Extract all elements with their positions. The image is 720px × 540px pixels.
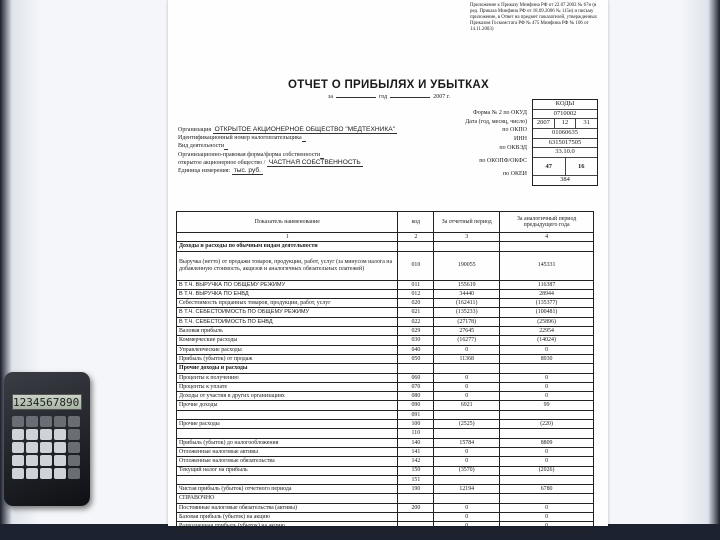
row-current-value: 0 — [434, 392, 500, 401]
row-code — [398, 513, 434, 522]
row-current-value: 34440 — [434, 289, 500, 298]
table-row — [177, 503, 594, 512]
row-code: 070 — [398, 382, 434, 391]
org-field-row: Идентификационный номер налогоплательщика — [178, 134, 468, 142]
table-row — [177, 251, 594, 280]
row-current-value: 27645 — [434, 327, 500, 336]
row-previous-value — [500, 429, 594, 438]
row-current-value: 0 — [434, 345, 500, 354]
row-code: 021 — [398, 308, 434, 317]
table-row — [177, 280, 594, 289]
org-field-row: открытое акционерное общество / ЧАСТНАЯ СОБСТВЕННОСТЬ — [178, 158, 361, 166]
row-indicator: Проценты к уплате — [177, 382, 398, 391]
row-previous-value: 6780 — [500, 485, 594, 494]
table-row — [177, 410, 594, 419]
row-current-value — [434, 364, 500, 373]
row-indicator: Прибыль (убыток) от продаж — [177, 354, 398, 363]
row-code — [398, 364, 434, 373]
header-previous: За аналогичный период предыдущего года — [500, 212, 594, 233]
row-indicator: Разводненная прибыль (убыток) на акцию — [177, 522, 398, 531]
row-previous-value — [500, 475, 594, 484]
row-code: 012 — [398, 289, 434, 298]
row-code: 100 — [398, 420, 434, 429]
row-code: 080 — [398, 392, 434, 401]
row-previous-value — [500, 364, 594, 373]
table-row — [177, 308, 594, 317]
row-indicator: Доходы от участия в других организациях — [177, 392, 398, 401]
row-previous-value: 8809 — [500, 438, 594, 447]
row-indicator: Себестоимость проданных товаров, продукции, работ, услуг — [177, 299, 398, 308]
codes-box: КОДЫ 0710002 2007 12 31 01060635 6315017505 33.10.0 47 16 384 — [532, 99, 598, 186]
org-field-row: Вид деятельности — [178, 142, 468, 150]
row-indicator: Текущий налог на прибыль — [177, 466, 398, 475]
row-previous-value: 28944 — [500, 289, 594, 298]
table-row — [177, 373, 594, 382]
row-indicator: В Т.Ч. ВЫРУЧКА ПО ОБЩЕМУ РЕЖИМУ — [177, 280, 398, 289]
row-code: 090 — [398, 401, 434, 410]
row-indicator: Прочие доходы — [177, 401, 398, 410]
row-previous-value: 145331 — [500, 251, 594, 280]
row-code: 050 — [398, 354, 434, 363]
table-row — [177, 327, 594, 336]
calculator-display: 1234567890 — [12, 394, 82, 410]
row-previous-value: (2026) — [500, 466, 594, 475]
row-previous-value: 99 — [500, 401, 594, 410]
header-code: код — [398, 212, 434, 233]
row-code: 022 — [398, 317, 434, 326]
row-indicator — [177, 475, 398, 484]
row-code: 140 — [398, 438, 434, 447]
table-row — [177, 242, 594, 251]
row-current-value: 15784 — [434, 438, 500, 447]
table-row — [177, 354, 594, 363]
row-previous-value: (14024) — [500, 336, 594, 345]
row-code: 151 — [398, 475, 434, 484]
row-code — [398, 522, 434, 531]
table-row — [177, 513, 594, 522]
row-indicator: В Т.Ч. СЕБЕСТОИМОСТЬ ПО ОБЩЕМУ РЕЖИМУ — [177, 308, 398, 317]
row-indicator: Управленческие расходы — [177, 345, 398, 354]
row-previous-value: (135377) — [500, 299, 594, 308]
organization-fields — [178, 126, 468, 175]
row-indicator — [177, 410, 398, 419]
table-row — [177, 336, 594, 345]
row-indicator: Постоянные налоговые обязательства (активы) — [177, 503, 398, 512]
row-indicator: Доходы и расходы по обычным видам деятельности — [177, 242, 398, 251]
row-previous-value: 0 — [500, 392, 594, 401]
row-code: 011 — [398, 280, 434, 289]
row-previous-value: 8930 — [500, 354, 594, 363]
table-row — [177, 392, 594, 401]
row-indicator: Коммерческие расходы — [177, 336, 398, 345]
row-current-value — [434, 429, 500, 438]
row-current-value: 12194 — [434, 485, 500, 494]
row-indicator: Базовая прибыль (убыток) на акцию — [177, 513, 398, 522]
table-row — [177, 317, 594, 326]
row-previous-value: (220) — [500, 420, 594, 429]
row-indicator: Прочие расходы — [177, 420, 398, 429]
table-row — [177, 494, 594, 503]
row-current-value: (2525) — [434, 420, 500, 429]
row-current-value: 0 — [434, 373, 500, 382]
row-indicator: Отложенные налоговые активы — [177, 447, 398, 456]
form-code-labels: Форма № 2 по ОКУД Дата (год, месяц, число) по ОКПО ИНН по ОКВЭД по ОКОПФ/ОКФС по ОКЕИ — [465, 110, 527, 177]
table-row — [177, 447, 594, 456]
table-row — [177, 382, 594, 391]
table-row — [177, 289, 594, 298]
row-current-value: 0 — [434, 513, 500, 522]
table-row — [177, 401, 594, 410]
row-previous-value: 0 — [500, 345, 594, 354]
income-statement-document — [168, 0, 608, 530]
row-indicator: СПРАВОЧНО — [177, 494, 398, 503]
row-current-value: (162411) — [434, 299, 500, 308]
row-current-value — [434, 242, 500, 251]
header-current: За отчетный период — [434, 212, 500, 233]
row-current-value: 0 — [434, 382, 500, 391]
row-code: 110 — [398, 429, 434, 438]
org-field-row: Единица измерения: тыс. руб. — [178, 167, 261, 175]
row-current-value: 190055 — [434, 251, 500, 280]
table-row — [177, 466, 594, 475]
row-code: 040 — [398, 345, 434, 354]
row-code: 142 — [398, 457, 434, 466]
table-row — [177, 457, 594, 466]
org-field-row: Организационно-правовая форма/форма собственности — [178, 151, 468, 159]
row-current-value: 0 — [434, 447, 500, 456]
row-current-value — [434, 475, 500, 484]
row-previous-value: 0 — [500, 522, 594, 531]
row-code: 060 — [398, 373, 434, 382]
header-indicator: Показатель наименование — [177, 212, 398, 233]
row-previous-value: 116387 — [500, 280, 594, 289]
row-code: 141 — [398, 447, 434, 456]
table-header-row — [177, 212, 594, 233]
table-row — [177, 485, 594, 494]
approval-note: Приложение к Приказу Минфина РФ от 22.07.2003 № 67н (в ред. Приказа Минфина РФ от 18.09.2006 № 115н) и письму приложение, в Ответ на предмет показателей, утвержденных Приказом Госкомстата РФ № 475 Минфина РФ № 106 от 14.11.2003) — [470, 3, 598, 33]
row-code — [398, 494, 434, 503]
row-previous-value: 0 — [500, 513, 594, 522]
table-row — [177, 299, 594, 308]
row-previous-value: 0 — [500, 503, 594, 512]
row-code: 091 — [398, 410, 434, 419]
table-row — [177, 429, 594, 438]
financial-table — [176, 211, 594, 532]
column-number-row: 1 2 3 4 — [177, 233, 594, 242]
row-current-value — [434, 494, 500, 503]
row-previous-value: (100481) — [500, 308, 594, 317]
row-previous-value: (25896) — [500, 317, 594, 326]
row-current-value: 6921 — [434, 401, 500, 410]
row-current-value: (27178) — [434, 317, 500, 326]
row-current-value: (16277) — [434, 336, 500, 345]
row-current-value: 0 — [434, 522, 500, 531]
row-code: 200 — [398, 503, 434, 512]
document-title: ОТЧЕТ О ПРИБЫЛЯХ И УБЫТКАХ — [288, 79, 489, 91]
row-current-value: (135233) — [434, 308, 500, 317]
row-current-value: 0 — [434, 457, 500, 466]
row-current-value — [434, 410, 500, 419]
row-code: 020 — [398, 299, 434, 308]
row-indicator: Отложенные налоговые обязательства — [177, 457, 398, 466]
row-current-value: 11368 — [434, 354, 500, 363]
row-code — [398, 242, 434, 251]
row-previous-value: 0 — [500, 373, 594, 382]
row-indicator: Прочие доходы и расходы — [177, 364, 398, 373]
row-indicator: Чистая прибыль (убыток) отчетного периода — [177, 485, 398, 494]
row-previous-value: 22954 — [500, 327, 594, 336]
row-code: 030 — [398, 336, 434, 345]
row-indicator — [177, 429, 398, 438]
row-previous-value: 0 — [500, 382, 594, 391]
row-previous-value: 0 — [500, 457, 594, 466]
org-field-row: Организация ОТКРЫТОЕ АКЦИОНЕРНОЕ ОБЩЕСТВО "МЕДТЕХНИКА" — [178, 126, 395, 133]
row-code: 150 — [398, 466, 434, 475]
table-row — [177, 475, 594, 484]
calculator-keypad — [12, 416, 82, 479]
calculator-image — [4, 372, 90, 506]
row-previous-value — [500, 410, 594, 419]
table-row — [177, 438, 594, 447]
row-current-value: 155619 — [434, 280, 500, 289]
table-row — [177, 420, 594, 429]
table-row — [177, 364, 594, 373]
report-period: за год 2007 г. — [328, 94, 451, 100]
table-row — [177, 345, 594, 354]
row-indicator: Прибыль (убыток) до налогообложения — [177, 438, 398, 447]
row-previous-value: 0 — [500, 447, 594, 456]
row-code: 029 — [398, 327, 434, 336]
row-code: 010 — [398, 251, 434, 280]
row-indicator: Проценты к получению — [177, 373, 398, 382]
row-current-value: 0 — [434, 503, 500, 512]
table-row — [177, 522, 594, 531]
row-previous-value — [500, 494, 594, 503]
row-code: 190 — [398, 485, 434, 494]
row-current-value: (3570) — [434, 466, 500, 475]
row-indicator: В Т.Ч. СЕБЕСТОИМОСТЬ ПО ЕНВД — [177, 317, 398, 326]
row-previous-value — [500, 242, 594, 251]
row-indicator: Валовая прибыль — [177, 327, 398, 336]
row-indicator: В Т.Ч. ВЫРУЧКА ПО ЕНВД — [177, 289, 398, 298]
row-indicator: Выручка (нетто) от продажи товаров, продукции, работ, услуг (за минусом налога на добавленную стоимость, акцизов и аналогичных обязательных платежей) — [177, 251, 398, 280]
